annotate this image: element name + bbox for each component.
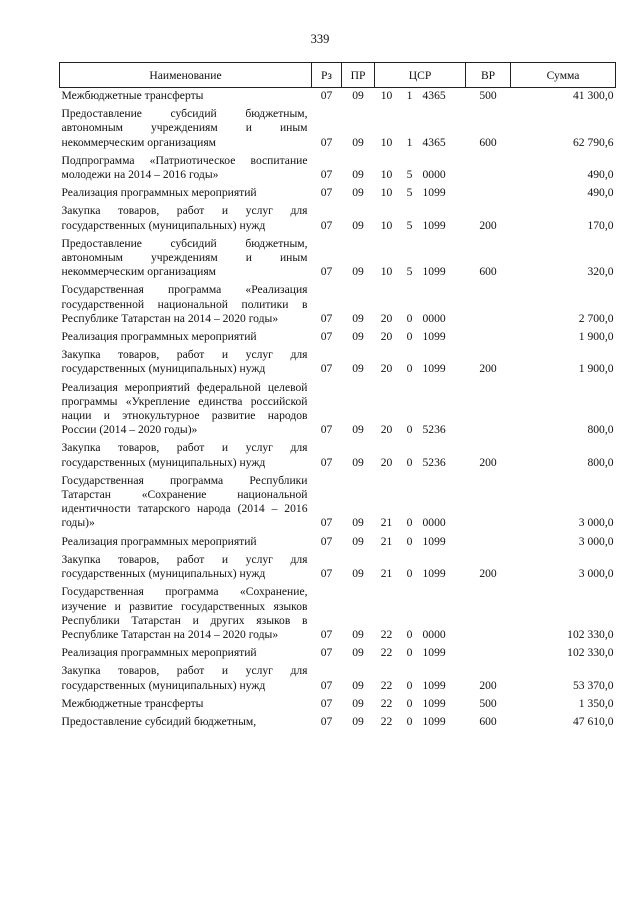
header-pr: ПР	[342, 63, 375, 88]
cell-csr-program: 22	[380, 646, 393, 660]
table-row	[60, 474, 616, 535]
cell-pr: 09	[352, 627, 364, 641]
table-row	[60, 107, 616, 154]
table-row	[60, 664, 616, 696]
cell-csr-subprogram: 5	[406, 265, 413, 279]
cell-csr-program: 20	[380, 423, 393, 437]
cell-csr-subprogram: 5	[406, 218, 413, 232]
cell-csr-code: 1099	[422, 646, 446, 660]
cell-rz: 07	[320, 678, 333, 692]
cell-vr	[466, 585, 511, 646]
cell-pr: 09	[352, 265, 364, 279]
cell-name: Закупка товаров, работ и услуг для государственных (муниципальных) нужд	[61, 348, 308, 376]
cell-csr-code: 0000	[422, 168, 446, 182]
header-vr: ВР	[466, 63, 511, 88]
table-row	[60, 535, 616, 553]
cell-name: Закупка товаров, работ и услуг для государственных (муниципальных) нужд	[61, 552, 308, 581]
cell-name: Подпрограмма «Патриотическое воспитание молодежи на 2014 – 2016 годы»	[61, 153, 308, 182]
cell-vr	[466, 474, 511, 535]
cell-vr: 600	[479, 265, 497, 279]
cell-sum: 102 330,0	[567, 627, 614, 641]
cell-name: Государственная программа Республики Татарстан «Сохранение национальной идентичности татарского народа (2014 – 2016 годы)»	[61, 473, 308, 530]
cell-pr: 09	[352, 696, 364, 710]
cell-csr-subprogram: 0	[406, 516, 413, 530]
cell-name: Закупка товаров, работ и услуг для государственных (муниципальных) нужд	[61, 664, 308, 692]
cell-vr: 500	[479, 696, 497, 710]
cell-rz: 07	[320, 423, 333, 437]
cell-vr: 200	[479, 362, 497, 376]
cell-pr: 09	[352, 534, 364, 548]
cell-csr-code: 1099	[422, 696, 446, 710]
cell-csr-program: 10	[380, 218, 393, 232]
cell-csr-code: 1099	[422, 265, 446, 279]
cell-vr	[466, 381, 511, 442]
cell-csr-subprogram: 0	[406, 678, 413, 692]
cell-name: Государственная программа «Реализация государственной национальной политики в Республике Татарстан на 2014 – 2020 годы»	[61, 283, 308, 325]
cell-rz: 07	[320, 135, 333, 149]
cell-csr-program: 22	[380, 678, 393, 692]
cell-vr: 500	[479, 89, 497, 102]
cell-rz: 07	[320, 567, 333, 581]
cell-name: Межбюджетные трансферты	[61, 89, 204, 102]
cell-csr-subprogram: 0	[406, 330, 413, 344]
table-row	[60, 348, 616, 380]
cell-csr-code: 1099	[422, 218, 446, 232]
cell-csr-subprogram: 0	[406, 696, 413, 710]
header-rz: Рз	[312, 63, 342, 88]
cell-csr-subprogram: 0	[406, 646, 413, 660]
cell-pr: 09	[352, 330, 364, 344]
cell-pr: 09	[352, 362, 364, 376]
table-row	[60, 330, 616, 348]
cell-sum: 490,0	[587, 168, 614, 182]
cell-pr: 09	[352, 218, 364, 232]
cell-csr-program: 20	[380, 330, 393, 344]
cell-vr: 200	[479, 218, 497, 232]
cell-vr	[466, 330, 511, 348]
cell-vr	[466, 646, 511, 664]
cell-sum: 490,0	[587, 186, 614, 200]
cell-csr-subprogram: 0	[406, 534, 413, 548]
cell-pr: 09	[352, 516, 364, 530]
cell-csr-code: 0000	[422, 516, 446, 530]
cell-pr: 09	[352, 714, 364, 728]
table-body	[60, 88, 616, 734]
cell-csr-program: 20	[380, 362, 393, 376]
cell-vr: 600	[479, 135, 497, 149]
cell-csr-subprogram: 1	[406, 89, 413, 102]
cell-csr-program: 22	[380, 627, 393, 641]
cell-csr-subprogram: 0	[406, 311, 413, 325]
cell-vr	[466, 535, 511, 553]
cell-rz: 07	[320, 646, 333, 660]
cell-sum: 3 000,0	[578, 534, 614, 548]
cell-rz: 07	[320, 696, 333, 710]
cell-csr-program: 22	[380, 714, 393, 728]
header-name: Наименование	[60, 63, 312, 88]
cell-sum: 1 350,0	[578, 696, 614, 710]
table-row	[60, 237, 616, 284]
cell-rz: 07	[320, 455, 333, 469]
cell-csr-subprogram: 0	[406, 567, 413, 581]
cell-vr: 200	[479, 567, 497, 581]
cell-rz: 07	[320, 627, 333, 641]
cell-rz: 07	[320, 330, 333, 344]
table-row	[60, 381, 616, 442]
cell-vr: 200	[479, 678, 497, 692]
cell-csr-code: 1099	[422, 567, 446, 581]
cell-pr: 09	[352, 186, 364, 200]
table-row	[60, 697, 616, 715]
cell-csr-program: 20	[380, 311, 393, 325]
cell-pr: 09	[352, 135, 364, 149]
cell-vr: 200	[479, 455, 497, 469]
cell-csr-code: 5236	[422, 455, 446, 469]
cell-vr	[466, 283, 511, 330]
cell-sum: 800,0	[587, 455, 614, 469]
table-row	[60, 283, 616, 330]
cell-sum: 3 000,0	[578, 567, 614, 581]
cell-rz: 07	[320, 89, 333, 102]
table-row	[60, 154, 616, 186]
cell-rz: 07	[320, 168, 333, 182]
cell-csr-subprogram: 5	[406, 186, 413, 200]
cell-name: Реализация программных мероприятий	[61, 646, 257, 660]
cell-vr	[466, 154, 511, 186]
cell-rz: 07	[320, 714, 333, 728]
cell-sum: 320,0	[587, 265, 614, 279]
cell-sum: 53 370,0	[572, 678, 614, 692]
cell-name: Межбюджетные трансферты	[61, 696, 204, 710]
cell-rz: 07	[320, 311, 333, 325]
cell-csr-program: 22	[380, 696, 393, 710]
cell-csr-program: 21	[380, 534, 393, 548]
cell-csr-program: 10	[380, 265, 393, 279]
cell-csr-subprogram: 5	[406, 168, 413, 182]
cell-vr	[466, 186, 511, 204]
cell-sum: 3 000,0	[578, 516, 614, 530]
cell-name: Реализация программных мероприятий	[61, 186, 257, 200]
cell-csr-code: 5236	[422, 423, 446, 437]
cell-name: Предоставление субсидий бюджетным,	[61, 714, 257, 728]
cell-csr-subprogram: 0	[406, 455, 413, 469]
table-row	[60, 585, 616, 646]
cell-sum: 1 900,0	[578, 330, 614, 344]
page-number: 339	[310, 32, 330, 46]
cell-csr-subprogram: 1	[406, 135, 413, 149]
cell-name: Реализация программных мероприятий	[61, 534, 257, 548]
table-row	[60, 88, 616, 108]
cell-csr-program: 10	[380, 135, 393, 149]
cell-sum: 170,0	[587, 218, 614, 232]
cell-csr-code: 1099	[422, 534, 446, 548]
cell-rz: 07	[320, 265, 333, 279]
cell-pr: 09	[352, 646, 364, 660]
table-row	[60, 186, 616, 204]
table-row	[60, 441, 616, 473]
cell-pr: 09	[352, 567, 364, 581]
cell-rz: 07	[320, 218, 333, 232]
cell-pr: 09	[352, 311, 364, 325]
cell-csr-code: 0000	[422, 627, 446, 641]
table-header	[60, 63, 616, 88]
table-row	[60, 553, 616, 585]
table-row	[60, 646, 616, 664]
cell-csr-code: 1099	[422, 330, 446, 344]
cell-csr-program: 10	[380, 89, 393, 102]
cell-sum: 41 300,0	[572, 89, 614, 102]
cell-pr: 09	[352, 423, 364, 437]
cell-sum: 102 330,0	[567, 646, 614, 660]
cell-csr-program: 21	[380, 516, 393, 530]
cell-sum: 1 900,0	[578, 362, 614, 376]
cell-sum: 47 610,0	[572, 714, 614, 728]
cell-rz: 07	[320, 534, 333, 548]
cell-name: Реализация программных мероприятий	[61, 330, 257, 344]
cell-sum: 2 700,0	[578, 311, 614, 325]
cell-csr-program: 21	[380, 567, 393, 581]
cell-csr-subprogram: 0	[406, 714, 413, 728]
cell-name: Предоставление субсидий бюджетным, автономным учреждениям и иным некоммерческим организациям	[61, 236, 308, 279]
cell-rz: 07	[320, 516, 333, 530]
cell-pr: 09	[352, 168, 364, 182]
table-row	[60, 204, 616, 236]
cell-pr: 09	[352, 455, 364, 469]
cell-name: Предоставление субсидий бюджетным, автономным учреждениям и иным некоммерческим организациям	[61, 107, 308, 149]
table-row	[60, 715, 616, 733]
header-csr: ЦСР	[375, 63, 466, 88]
cell-csr-code: 4365	[422, 135, 446, 149]
cell-csr-code: 1099	[422, 362, 446, 376]
cell-name: Закупка товаров, работ и услуг для государственных (муниципальных) нужд	[61, 204, 308, 232]
budget-table	[59, 62, 616, 733]
cell-csr-subprogram: 0	[406, 362, 413, 376]
cell-csr-code: 1099	[422, 678, 446, 692]
cell-csr-program: 20	[380, 455, 393, 469]
cell-csr-program: 10	[380, 186, 393, 200]
cell-sum: 62 790,6	[572, 135, 614, 149]
cell-csr-subprogram: 0	[406, 627, 413, 641]
cell-csr-code: 4365	[422, 89, 446, 102]
cell-csr-code: 0000	[422, 311, 446, 325]
cell-sum: 800,0	[587, 423, 614, 437]
cell-rz: 07	[320, 362, 333, 376]
cell-csr-subprogram: 0	[406, 423, 413, 437]
cell-csr-program: 10	[380, 168, 393, 182]
cell-rz: 07	[320, 186, 333, 200]
cell-name: Закупка товаров, работ и услуг для государственных (муниципальных) нужд	[61, 441, 308, 469]
cell-pr: 09	[352, 678, 364, 692]
cell-csr-code: 1099	[422, 714, 446, 728]
cell-csr-code: 1099	[422, 186, 446, 200]
cell-vr: 600	[479, 714, 497, 728]
cell-pr: 09	[352, 89, 364, 102]
cell-name: Реализация мероприятий федеральной целевой программы «Укрепление единства российской нации и этнокультурное развитие народов России (2014 – 2020 годы)»	[61, 380, 308, 437]
cell-name: Государственная программа «Сохранение, изучение и развитие государственных языков Республики Татарстан и других языков в Республике Татарстан на 2014 – 2020 годы»	[61, 585, 308, 641]
header-sum: Сумма	[511, 63, 616, 88]
